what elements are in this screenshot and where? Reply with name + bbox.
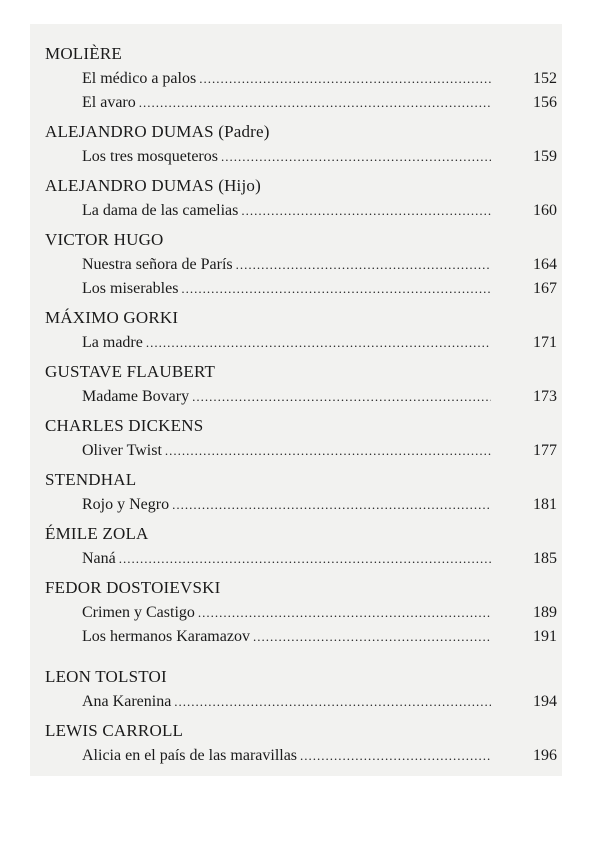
dot-leader — [199, 67, 491, 91]
author-heading: MÁXIMO GORKI — [45, 308, 179, 327]
toc-section-zola — [45, 520, 557, 571]
work-title: Alicia en el país de las maravillas — [82, 747, 298, 764]
page-number: 152 — [533, 70, 557, 87]
toc-entry[interactable] — [45, 547, 557, 571]
author-heading: GUSTAVE FLAUBERT — [45, 362, 216, 381]
toc-section-tolstoi — [45, 663, 557, 714]
author-heading: CHARLES DICKENS — [45, 416, 204, 435]
toc-section-dostoievski — [45, 574, 557, 649]
toc-entry[interactable] — [45, 439, 557, 463]
toc-entry[interactable] — [45, 493, 557, 517]
work-title: Los hermanos Karamazov — [82, 628, 250, 645]
dot-leader — [119, 547, 491, 571]
page-number: 159 — [533, 148, 557, 165]
author-heading: ÉMILE ZOLA — [45, 524, 149, 543]
dot-leader — [146, 331, 491, 355]
work-title: La dama de las camelias — [82, 202, 239, 219]
page-number: 167 — [533, 280, 557, 297]
page-number: 181 — [533, 496, 557, 513]
toc-section-dickens — [45, 412, 557, 463]
toc-entry[interactable] — [45, 385, 557, 409]
toc-entry[interactable] — [45, 601, 557, 625]
toc-section-carroll — [45, 717, 557, 768]
toc-entry[interactable] — [45, 199, 557, 223]
toc-entry[interactable] — [45, 145, 557, 169]
work-title: Nuestra señora de París — [82, 256, 233, 273]
dot-leader — [221, 145, 491, 169]
table-of-contents — [45, 40, 557, 768]
work-title: El médico a palos — [82, 70, 197, 87]
page-number: 171 — [533, 334, 557, 351]
toc-entry[interactable] — [45, 331, 557, 355]
author-heading: STENDHAL — [45, 470, 137, 489]
dot-leader — [253, 625, 491, 649]
work-title: Oliver Twist — [82, 442, 162, 459]
page-number: 185 — [533, 550, 557, 567]
work-title: Naná — [82, 550, 116, 567]
toc-entry[interactable] — [45, 253, 557, 277]
toc-entry[interactable] — [45, 625, 557, 649]
work-title: Los tres mosqueteros — [82, 148, 218, 165]
page-number: 194 — [533, 693, 557, 710]
toc-section-stendhal — [45, 466, 557, 517]
page-number: 189 — [533, 604, 557, 621]
work-title: Madame Bovary — [82, 388, 190, 405]
toc-entry[interactable] — [45, 91, 557, 115]
page-number: 173 — [533, 388, 557, 405]
author-heading: LEWIS CARROLL — [45, 721, 184, 740]
toc-section-victor-hugo — [45, 226, 557, 301]
work-title: Rojo y Negro — [82, 496, 170, 513]
page-number: 156 — [533, 94, 557, 111]
work-title: Ana Karenina — [82, 693, 172, 710]
toc-section-dumas-padre — [45, 118, 557, 169]
toc-section-dumas-hijo — [45, 172, 557, 223]
work-title: La madre — [82, 334, 143, 351]
work-title: Crimen y Castigo — [82, 604, 195, 621]
page-number: 191 — [533, 628, 557, 645]
page-number: 196 — [533, 747, 557, 764]
toc-entry[interactable] — [45, 67, 557, 91]
author-heading: VICTOR HUGO — [45, 230, 164, 249]
dot-leader — [241, 199, 491, 223]
page-number: 160 — [533, 202, 557, 219]
dot-leader — [198, 601, 491, 625]
page-number: 164 — [533, 256, 557, 273]
toc-section-flaubert — [45, 358, 557, 409]
author-heading: LEON TOLSTOI — [45, 667, 167, 686]
work-title: Los miserables — [82, 280, 179, 297]
author-heading: MOLIÈRE — [45, 44, 122, 63]
toc-entry[interactable] — [45, 690, 557, 714]
dot-leader — [165, 439, 491, 463]
dot-leader — [300, 744, 491, 768]
work-title: El avaro — [82, 94, 136, 111]
dot-leader — [181, 277, 491, 301]
toc-section-gorki — [45, 304, 557, 355]
author-heading: FEDOR DOSTOIEVSKI — [45, 578, 221, 597]
dot-leader — [174, 690, 491, 714]
dot-leader — [236, 253, 491, 277]
toc-entry[interactable] — [45, 277, 557, 301]
author-heading: ALEJANDRO DUMAS (Hijo) — [45, 176, 261, 195]
dot-leader — [192, 385, 491, 409]
page-number: 177 — [533, 442, 557, 459]
author-heading: ALEJANDRO DUMAS (Padre) — [45, 122, 270, 141]
toc-entry[interactable] — [45, 744, 557, 768]
toc-section-moliere — [45, 40, 557, 115]
dot-leader — [172, 493, 491, 517]
dot-leader — [139, 91, 491, 115]
